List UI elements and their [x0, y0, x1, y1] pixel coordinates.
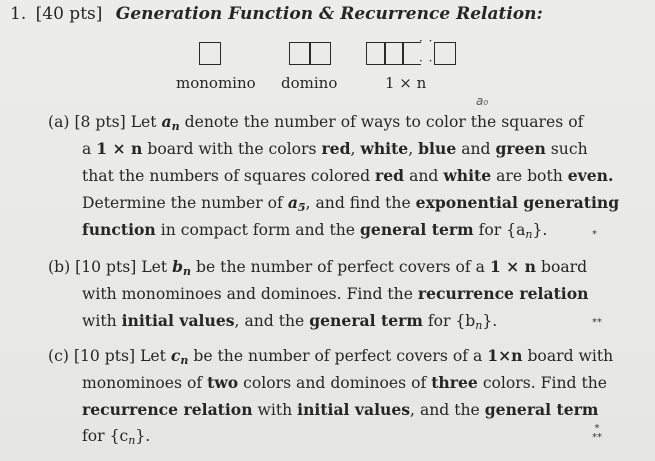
part-c-line-1: (c) [10 pts] Let cn be the number of perfect covers of a 1×n board with — [48, 346, 614, 367]
part-a-line-3: that the numbers of squares colored red and white are both even. — [82, 166, 614, 185]
part-c-line-3: recurrence relation with initial values, and the general term — [82, 400, 599, 419]
difficulty-stars-a: * — [592, 229, 597, 240]
part-a-points: [8 pts] — [74, 113, 126, 131]
part-b-line-2: with monominoes and dominoes. Find the recurrence relation — [82, 284, 589, 303]
domino-label: domino — [281, 74, 338, 92]
part-c — [48, 342, 614, 450]
part-a — [48, 108, 620, 243]
difficulty-stars-b: ** — [592, 317, 602, 328]
part-b-tag: (b) — [48, 258, 71, 276]
tiling-figures: · · · · monomino domino 1 × n — [0, 0, 655, 100]
monomino-figure — [199, 42, 221, 65]
part-a-line-5: function in compact form and the general term for {an}. — [82, 220, 548, 241]
part-a-tag: (a) — [48, 113, 70, 131]
problem-points: [40 pts] — [35, 4, 103, 24]
board-label: 1 × n — [385, 74, 427, 92]
handwritten-note: a₀ — [476, 94, 489, 108]
part-b-points: [10 pts] — [75, 258, 137, 276]
problem-number: 1. — [10, 4, 27, 24]
domino-figure — [289, 42, 331, 65]
part-c-points: [10 pts] — [73, 347, 136, 365]
part-c-line-2: monominoes of two colors and dominoes of three colors. Find the — [82, 373, 608, 392]
part-b — [48, 253, 608, 334]
part-a-line-4: Determine the number of a5, and find the exponential generating — [82, 193, 620, 214]
difficulty-stars-c: * ** — [592, 423, 602, 443]
part-c-line-4: for {cn}. — [82, 427, 151, 447]
part-b-line-3: with initial values, and the general term for {bn}. — [82, 311, 498, 332]
monomino-label: monomino — [176, 74, 256, 92]
part-a-line-1: (a) [8 pts] Let an denote the number of ways to color the squares of — [48, 112, 584, 133]
part-a-line-2: a 1 × n board with the colors red, white, blue and green such — [82, 139, 588, 158]
part-c-tag: (c) — [48, 347, 69, 365]
part-b-line-1: (b) [10 pts] Let bn be the number of perfect covers of a 1 × n board — [48, 257, 588, 278]
problem-title: Generation Function & Recurrence Relation: — [115, 4, 543, 24]
